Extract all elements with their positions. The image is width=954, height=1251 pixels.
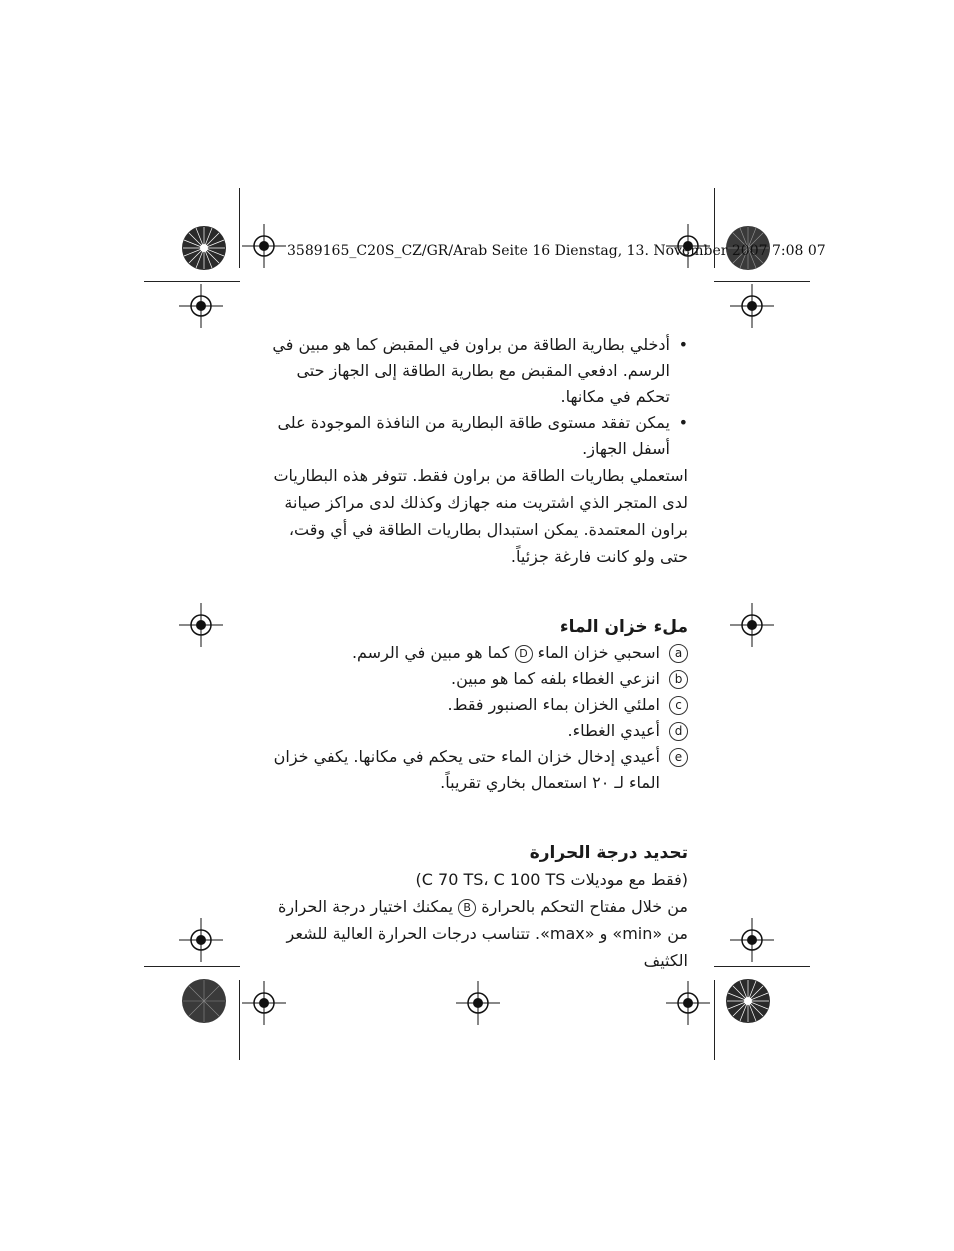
crop-line-left-bottom (144, 966, 240, 967)
step-letter: a (669, 644, 688, 663)
step-text: املئي الخزان بماء الصنبور فقط. (447, 695, 660, 714)
crop-line-right-top (714, 281, 810, 282)
registration-mark-top-1 (242, 224, 286, 268)
registration-mark-right-3 (730, 918, 774, 962)
step-text: كما هو مبين في الرسم. (351, 643, 510, 662)
color-wheel-bottom-right (725, 978, 771, 1024)
bullet-symbol: • (678, 335, 688, 354)
color-wheel-bottom-left (181, 978, 227, 1024)
slug-line: 3589165_C20S_CZ/GR/Arab Seite 16 Dienstag, 13. November 2007 7:08 07 (287, 243, 826, 259)
registration-mark-left-2 (179, 603, 223, 647)
crop-line-bottom-right (714, 980, 715, 1060)
color-wheel-top-left (181, 225, 227, 271)
battery-paragraph: استعملي بطاريات الطاقة من براون فقط. تتوفر هذه البطاريات لدى المتجر الذي اشتريت منه جهازك وكذلك لدى مراكز صيانة براون المعتمدة. يمكن استبدال بطاريات الطاقة في أي وقت، حتى ولو كانت فارغة جزئياً. (273, 466, 688, 566)
crop-line-bottom-left (239, 980, 240, 1060)
bullet-symbol: • (678, 413, 688, 432)
step-letter: c (669, 696, 688, 715)
registration-mark-right-1 (730, 284, 774, 328)
crop-line-top-left (239, 188, 240, 268)
temperature-paragraph (262, 893, 688, 974)
bullet-item (262, 332, 688, 410)
step-text: اسحبي خزان الماء (537, 643, 660, 662)
step-letter: d (669, 722, 688, 741)
step-letter: e (669, 748, 688, 767)
figure-reference: B (458, 899, 476, 917)
step-text: أعيدي الغطاء. (567, 721, 660, 740)
crop-line-left-top (144, 281, 240, 282)
step-item (262, 640, 688, 666)
registration-mark-bottom-2 (456, 981, 500, 1025)
step-item (262, 744, 688, 796)
crop-line-right-bottom (714, 966, 810, 967)
models-line: (فقط مع موديلات C 70 TS، C 100 TS) (415, 870, 688, 889)
temperature-text: من خلال مفتاح التحكم بالحرارة (481, 897, 688, 916)
bullet-text: أدخلي بطارية الطاقة من براون في المقبض كما هو مبين في الرسم. ادفعي المقبض مع بطارية الطاقة إلى الجهاز حتى تحكم في مكانها. (272, 335, 670, 406)
step-letter: b (669, 670, 688, 689)
step-item (262, 666, 688, 692)
section-heading-temperature: تحديد درجة الحرارة (529, 843, 688, 863)
registration-mark-bottom-1 (242, 981, 286, 1025)
step-text: انزعي الغطاء بلفه كما هو مبين. (451, 669, 660, 688)
step-item (262, 718, 688, 744)
registration-mark-right-2 (730, 603, 774, 647)
page-content (262, 332, 688, 974)
bullet-item (262, 410, 688, 462)
registration-mark-left-1 (179, 284, 223, 328)
temperature-text: يمكنك اختيار درجة الحرارة من «min» و «max». تتناسب درجات الحرارة العالية للشعر الكثيف (278, 897, 688, 970)
registration-mark-bottom-3 (666, 981, 710, 1025)
figure-reference: D (515, 645, 533, 663)
step-text: أعيدي إدخال خزان الماء حتى يحكم في مكانها. يكفي خزان الماء لـ ٢٠ استعمال بخاري تقريباً. (273, 747, 660, 792)
registration-mark-left-3 (179, 918, 223, 962)
step-item (262, 692, 688, 718)
section-heading-fill-tank: ملء خزان الماء (559, 617, 688, 637)
bullet-text: يمكن تفقد مستوى طاقة البطارية من النافذة الموجودة على أسفل الجهاز. (277, 413, 670, 458)
